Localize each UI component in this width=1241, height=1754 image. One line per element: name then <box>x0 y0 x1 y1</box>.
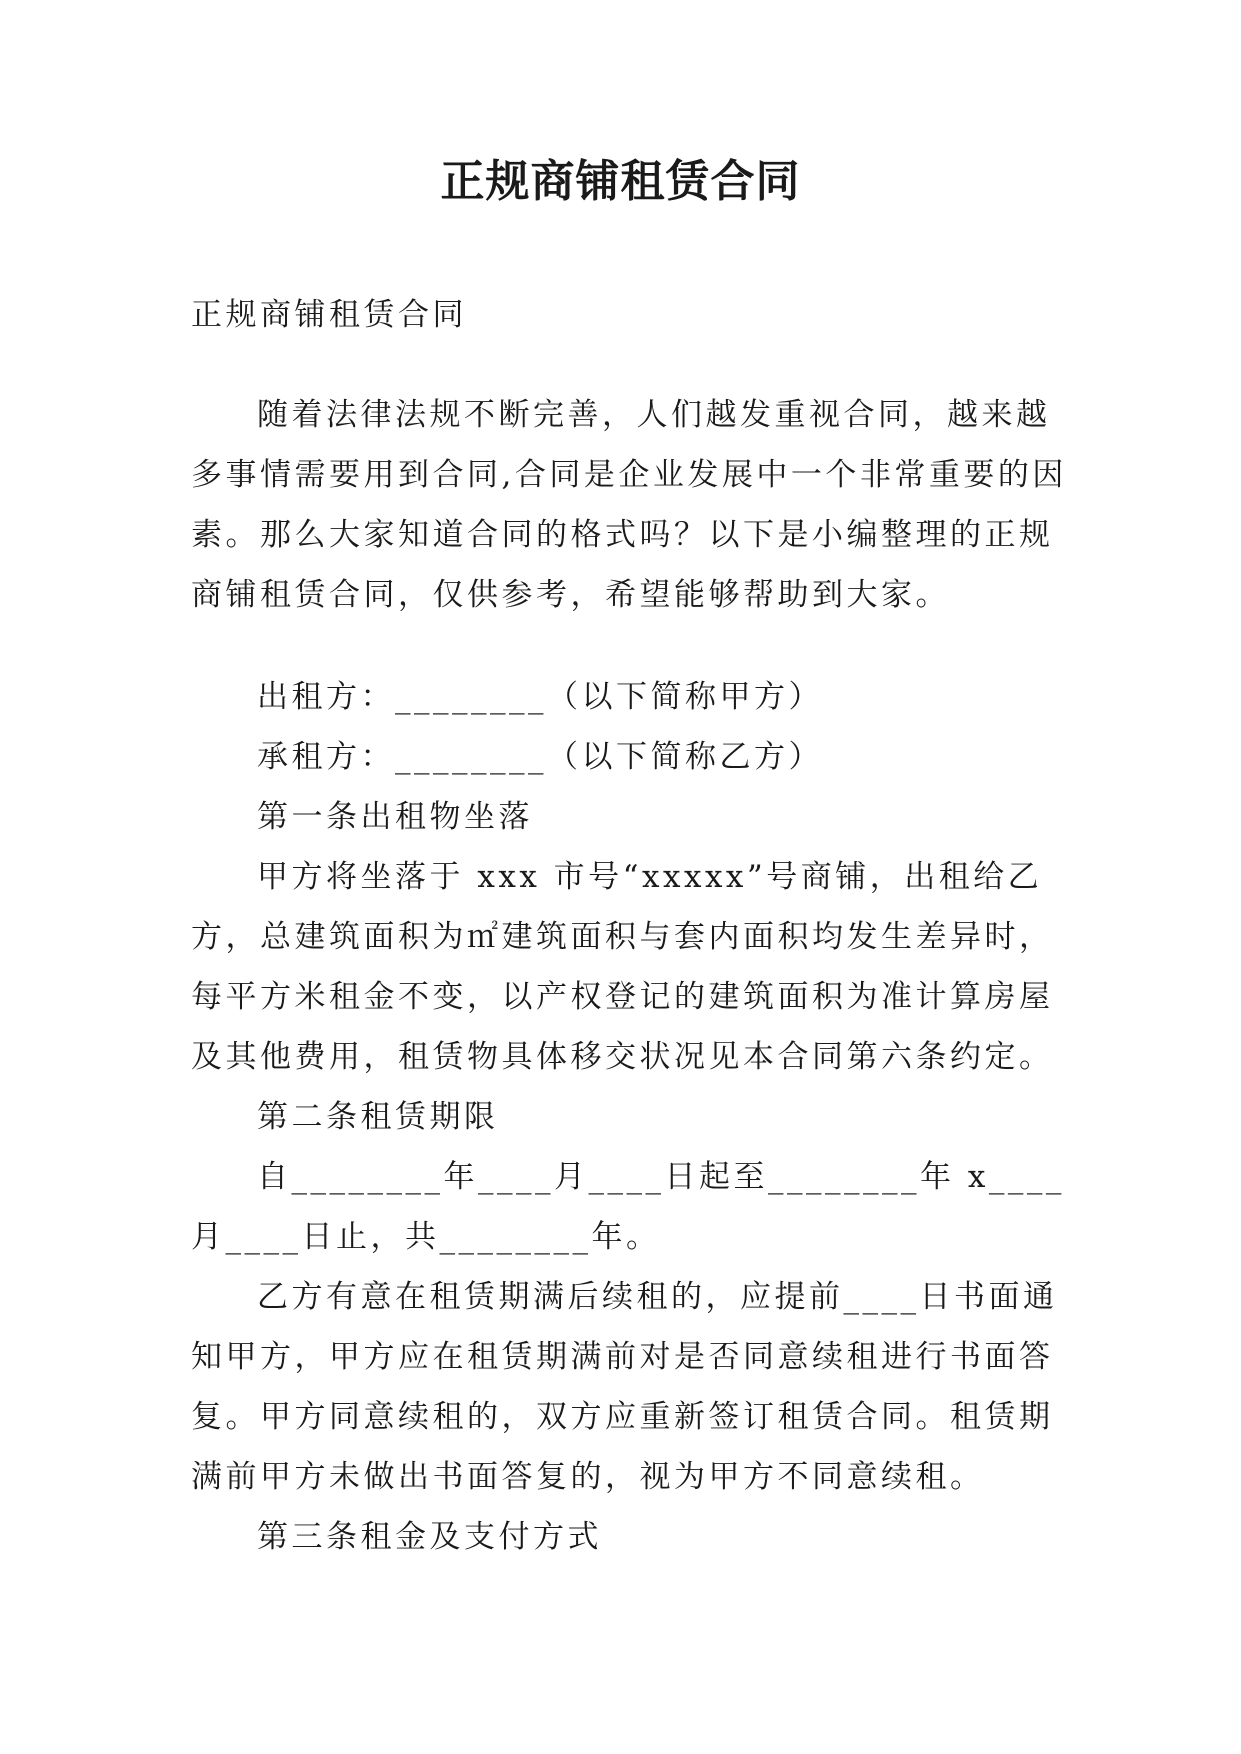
intro-paragraph: 随着法律法规不断完善，人们越发重视合同，越来越多事情需要用到合同,合同是企业发展中一个非常重要的因素。那么大家知道合同的格式吗？以下是小编整理的正规商铺租赁合同，仅供参考，希望能够帮助到大家。 <box>191 397 1067 613</box>
clause-2-term: 自________年____月____日起至________年 x____月____日止，共________年。 <box>191 1159 1065 1255</box>
lessor-line: 出租方：________（以下简称甲方） <box>257 679 823 715</box>
clause-2-renewal: 乙方有意在租赁期满后续租的，应提前____日书面通知甲方，甲方应在租赁期满前对是否同意续租进行书面答复。甲方同意续租的，双方应重新签订租赁合同。租赁期满前甲方未做出书面答复的，视为甲方不同意续租。 <box>191 1279 1058 1495</box>
document-body <box>191 285 1071 1567</box>
document-title: 正规商铺租赁合同 <box>440 156 801 207</box>
clause-3-heading: 第三条租金及支付方式 <box>257 1519 602 1555</box>
clause-1-body: 甲方将坐落于 xxx 市号“xxxxx”号商铺，出租给乙方，总建筑面积为㎡建筑面积与套内面积均发生差异时，每平方米租金不变，以产权登记的建筑面积为准计算房屋及其他费用，租赁物具体移交状况见本合同第六条约定。 <box>191 859 1054 1075</box>
clause-2-heading: 第二条租赁期限 <box>257 1099 499 1135</box>
lessee-line: 承租方：________（以下简称乙方） <box>257 739 823 775</box>
document-subtitle: 正规商铺租赁合同 <box>191 297 467 333</box>
clause-1-heading: 第一条出租物坐落 <box>257 799 533 835</box>
